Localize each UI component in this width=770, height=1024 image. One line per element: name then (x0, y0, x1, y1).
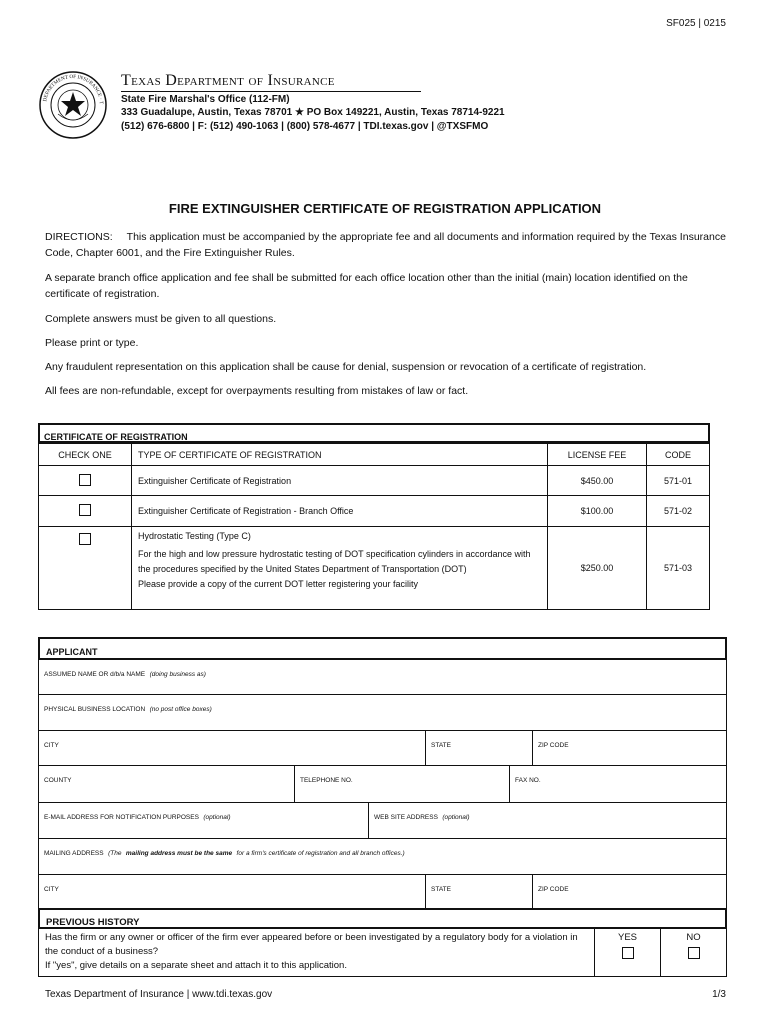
fee-cell: $450.00 (548, 466, 647, 496)
type-title: Hydrostatic Testing (Type C) (138, 531, 251, 541)
page-title: FIRE EXTINGUISHER CERTIFICATE OF REGISTRATION APPLICATION (168, 201, 602, 216)
fee-cell: $250.00 (548, 527, 647, 610)
no-checkbox[interactable] (688, 947, 700, 959)
mailing-address-field[interactable] (38, 838, 727, 875)
type-detail: For the high and low pressure hydrostatic testing of DOT specification cylinders in accordance with the procedures specified by the United States Department of Transportation (DOT) (138, 549, 531, 574)
assumed-name-label: ASSUMED NAME OR d/b/a NAME (44, 671, 146, 678)
email-label: E-MAIL ADDRESS FOR NOTIFICATION PURPOSES (44, 814, 199, 821)
header-code: CODE (647, 444, 710, 466)
type-cell (132, 527, 548, 610)
history-no-cell (660, 928, 727, 977)
history-question (38, 928, 595, 977)
yes-label: YES (617, 932, 637, 943)
directions-label: DIRECTIONS: (45, 231, 113, 243)
zip-label: ZIP CODE (538, 742, 569, 749)
directions-p6: All fees are non-refundable, except for overpayments resulting from mistakes of law or fact. (45, 385, 469, 397)
header-check: CHECK ONE (39, 444, 132, 466)
applicant-section-title (38, 637, 727, 660)
seal-text: DEPARTMENT OF INSURANCE · T (42, 73, 105, 105)
type-cell: Extinguisher Certificate of Registration - Branch Office (132, 496, 548, 527)
office-address: 333 Guadalupe, Austin, Texas 78701 ★ PO Box 149221, Austin, Texas 78714-9221 (121, 107, 505, 118)
certificate-title-text: CERTIFICATE OF REGISTRATION (44, 432, 188, 442)
zip-field[interactable] (532, 730, 727, 766)
mailing-state-label: STATE (431, 886, 451, 893)
website-note: (optional) (442, 814, 470, 821)
mailing-zip-label: ZIP CODE (538, 886, 569, 893)
code-cell: 571-03 (647, 527, 710, 610)
type-note: Please provide a copy of the current DOT letter registering your facility (138, 579, 418, 589)
type-cell: Extinguisher Certificate of Registration (132, 466, 548, 496)
mailing-state-field[interactable] (425, 874, 533, 909)
certificate-row (39, 496, 710, 527)
history-title-text: PREVIOUS HISTORY (46, 917, 140, 928)
certificate-header-row (39, 444, 710, 466)
applicant-section (38, 637, 727, 977)
applicant-title-text: APPLICANT (46, 647, 98, 657)
history-section-title (38, 908, 727, 929)
header-type: TYPE OF CERTIFICATE OF REGISTRATION (132, 444, 548, 466)
assumed-name-note: (doing business as) (149, 671, 206, 678)
physical-location-label: PHYSICAL BUSINESS LOCATION (44, 706, 146, 713)
fax-field[interactable] (509, 765, 727, 803)
county-field[interactable] (38, 765, 295, 803)
mailing-note-c: for a firm's certificate of registration and all branch offices.) (236, 850, 405, 857)
mailing-note-b: mailing address must be the same (125, 850, 233, 857)
code-cell: 571-01 (647, 466, 710, 496)
fax-label: FAX NO. (515, 777, 541, 784)
directions-p2: A separate branch office application and fee shall be submitted for each office location other than the initial (main) location identified on the certificate of registration. (45, 272, 688, 300)
directions-p3: Complete answers must be given to all questions. (45, 313, 277, 325)
city-label: CITY (44, 742, 59, 749)
office-phones: (512) 676-6800 | F: (512) 490-1063 | (800) 578-4677 | TDI.texas.gov | @TXSFMO (121, 121, 489, 132)
check-cell (39, 527, 132, 610)
mailing-label: MAILING ADDRESS (44, 850, 104, 857)
telephone-label: TELEPHONE NO. (300, 777, 353, 784)
code-cell: 571-02 (647, 496, 710, 527)
yes-checkbox[interactable] (622, 947, 634, 959)
tdi-seal-icon (38, 70, 108, 140)
certificate-section (38, 423, 710, 610)
certificate-row (39, 527, 710, 610)
mailing-city-label: CITY (44, 886, 59, 893)
office-name: State Fire Marshal's Office (112-FM) (121, 94, 290, 105)
city-field[interactable] (38, 730, 426, 766)
directions-p4: Please print or type. (45, 337, 139, 349)
assumed-name-field[interactable] (38, 659, 727, 695)
website-field[interactable] (368, 802, 727, 839)
no-label: NO (686, 932, 701, 943)
check-cell (39, 466, 132, 496)
website-label: WEB SITE ADDRESS (374, 814, 438, 821)
directions-p5: Any fraudulent representation on this application shall be cause for denial, suspension or revocation of a certificate of registration. (45, 361, 647, 373)
email-note: (optional) (203, 814, 231, 821)
agency-name: Texas Department of Insurance (121, 72, 421, 92)
page-number: 1/3 (712, 989, 726, 1000)
history-instruction: If "yes", give details on a separate sheet and attach it to this application. (45, 960, 347, 971)
footer-text: Texas Department of Insurance | www.tdi.texas.gov (45, 989, 273, 1000)
checkbox-571-02[interactable] (79, 504, 91, 516)
mailing-zip-field[interactable] (532, 874, 727, 909)
telephone-field[interactable] (294, 765, 510, 803)
checkbox-571-01[interactable] (79, 474, 91, 486)
state-label: STATE (431, 742, 451, 749)
email-field[interactable] (38, 802, 369, 839)
check-cell (39, 496, 132, 527)
mailing-note-a: (The (108, 850, 122, 857)
certificate-row (39, 466, 710, 496)
header-fee: LICENSE FEE (548, 444, 647, 466)
county-label: COUNTY (44, 777, 72, 784)
state-field[interactable] (425, 730, 533, 766)
history-question-text: Has the firm or any owner or officer of the firm ever appeared before or been investigated by a regulatory body for a violation in the conduct of a business? (45, 932, 578, 957)
fee-cell: $100.00 (548, 496, 647, 527)
form-number: SF025 | 0215 (666, 18, 726, 29)
checkbox-571-03[interactable] (79, 533, 91, 545)
physical-location-field[interactable] (38, 694, 727, 731)
directions-p1 (45, 229, 726, 261)
certificate-section-title (38, 423, 710, 443)
history-yes-cell (594, 928, 661, 977)
mailing-city-field[interactable] (38, 874, 426, 909)
physical-location-note: (no post office boxes) (149, 706, 212, 713)
directions-text: This application must be accompanied by the appropriate fee and all documents and information required by the Texas Insurance Code, Chapter 6001, and the Fire Extinguisher Rules. (45, 231, 726, 259)
certificate-table (38, 443, 710, 610)
